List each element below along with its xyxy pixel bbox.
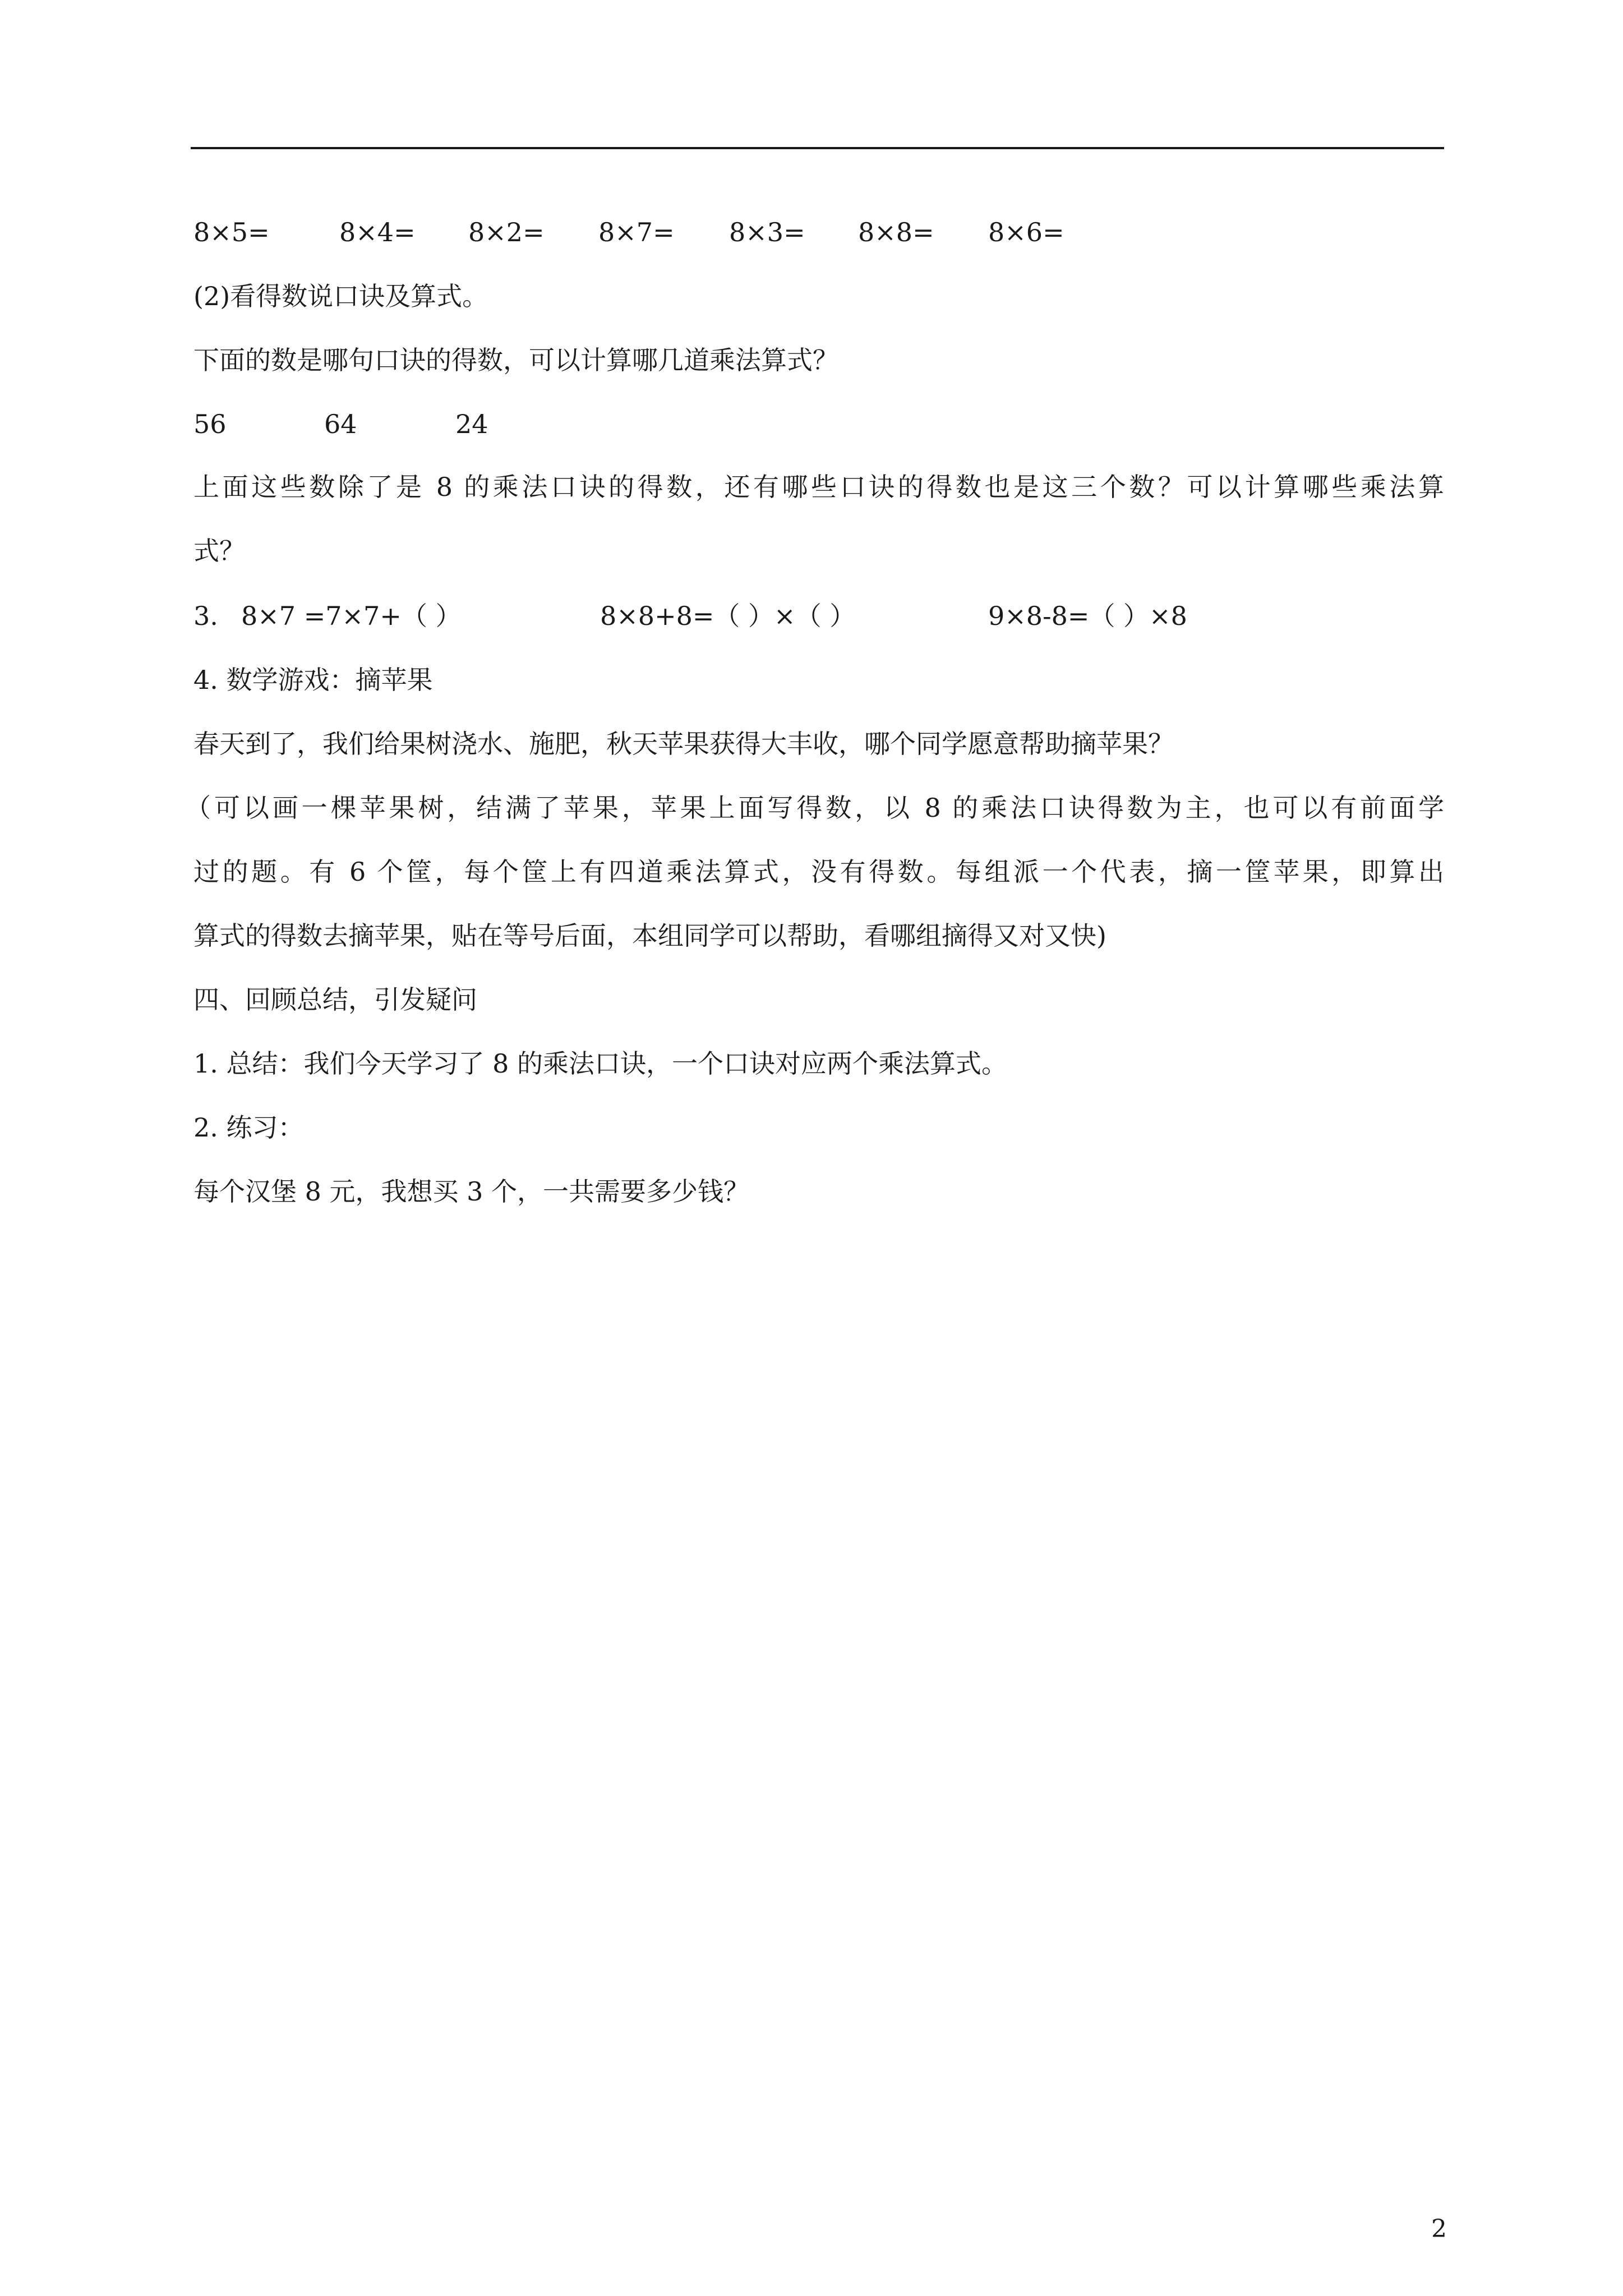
fill-in-expression: 8×7 =7×7+（ ） — [241, 601, 462, 631]
number-item: 56 — [193, 409, 227, 439]
fill-in-expression: 9×8-8=（ ）×8 — [988, 601, 1187, 631]
item-number: 3. — [193, 601, 218, 631]
number-item: 24 — [455, 409, 488, 439]
equation-item: 8×6= — [988, 217, 1064, 247]
equation-item: 8×4= — [339, 217, 416, 247]
story-text: 春天到了，我们给果树浇水、施肥，秋天苹果获得大丰收，哪个同学愿意帮助摘苹果？ — [193, 729, 1174, 759]
question-text: 上面这些数除了是 8 的乘法口诀的得数，还有哪些口诀的得数也是这三个数？可以计算哪些乘法算 — [193, 472, 1444, 502]
question-text: 下面的数是哪句口诀的得数，可以计算哪几道乘法算式？ — [193, 345, 838, 375]
equation-item: 8×8= — [858, 217, 934, 247]
number-item: 64 — [324, 409, 357, 439]
note-text: 算式的得数去摘苹果，贴在等号后面，本组同学可以帮助，看哪组摘得又对又快) — [193, 921, 1106, 951]
fill-in-expression: 8×8+8=（ ）×（ ） — [600, 601, 856, 631]
practice-heading: 2. 练习： — [193, 1112, 304, 1143]
section-heading: 四、回顾总结，引发疑问 — [193, 984, 477, 1015]
equation-item: 8×5= — [193, 217, 270, 247]
equation-item: 8×2= — [468, 217, 545, 247]
equation-item: 8×7= — [598, 217, 675, 247]
header-rule — [191, 147, 1444, 149]
page-number: 2 — [1431, 2215, 1447, 2243]
note-text: 过的题。有 6 个筐，每个筐上有四道乘法算式，没有得数。每组派一个代表，摘一筐苹果，即算出 — [193, 857, 1444, 887]
note-text: （可以画一棵苹果树，结满了苹果，苹果上面写得数，以 8 的乘法口诀得数为主，也可以有前面学 — [185, 793, 1444, 823]
equation-item: 8×3= — [729, 217, 805, 247]
summary-text: 1. 总结：我们今天学习了 8 的乘法口诀，一个口诀对应两个乘法算式。 — [193, 1048, 1008, 1079]
item-heading: 4. 数学游戏：摘苹果 — [193, 665, 433, 695]
question-text: 式？ — [193, 536, 245, 566]
subsection-heading: (2)看得数说口诀及算式。 — [193, 281, 488, 311]
practice-question: 每个汉堡 8 元，我想买 3 个，一共需要多少钱？ — [193, 1176, 750, 1207]
